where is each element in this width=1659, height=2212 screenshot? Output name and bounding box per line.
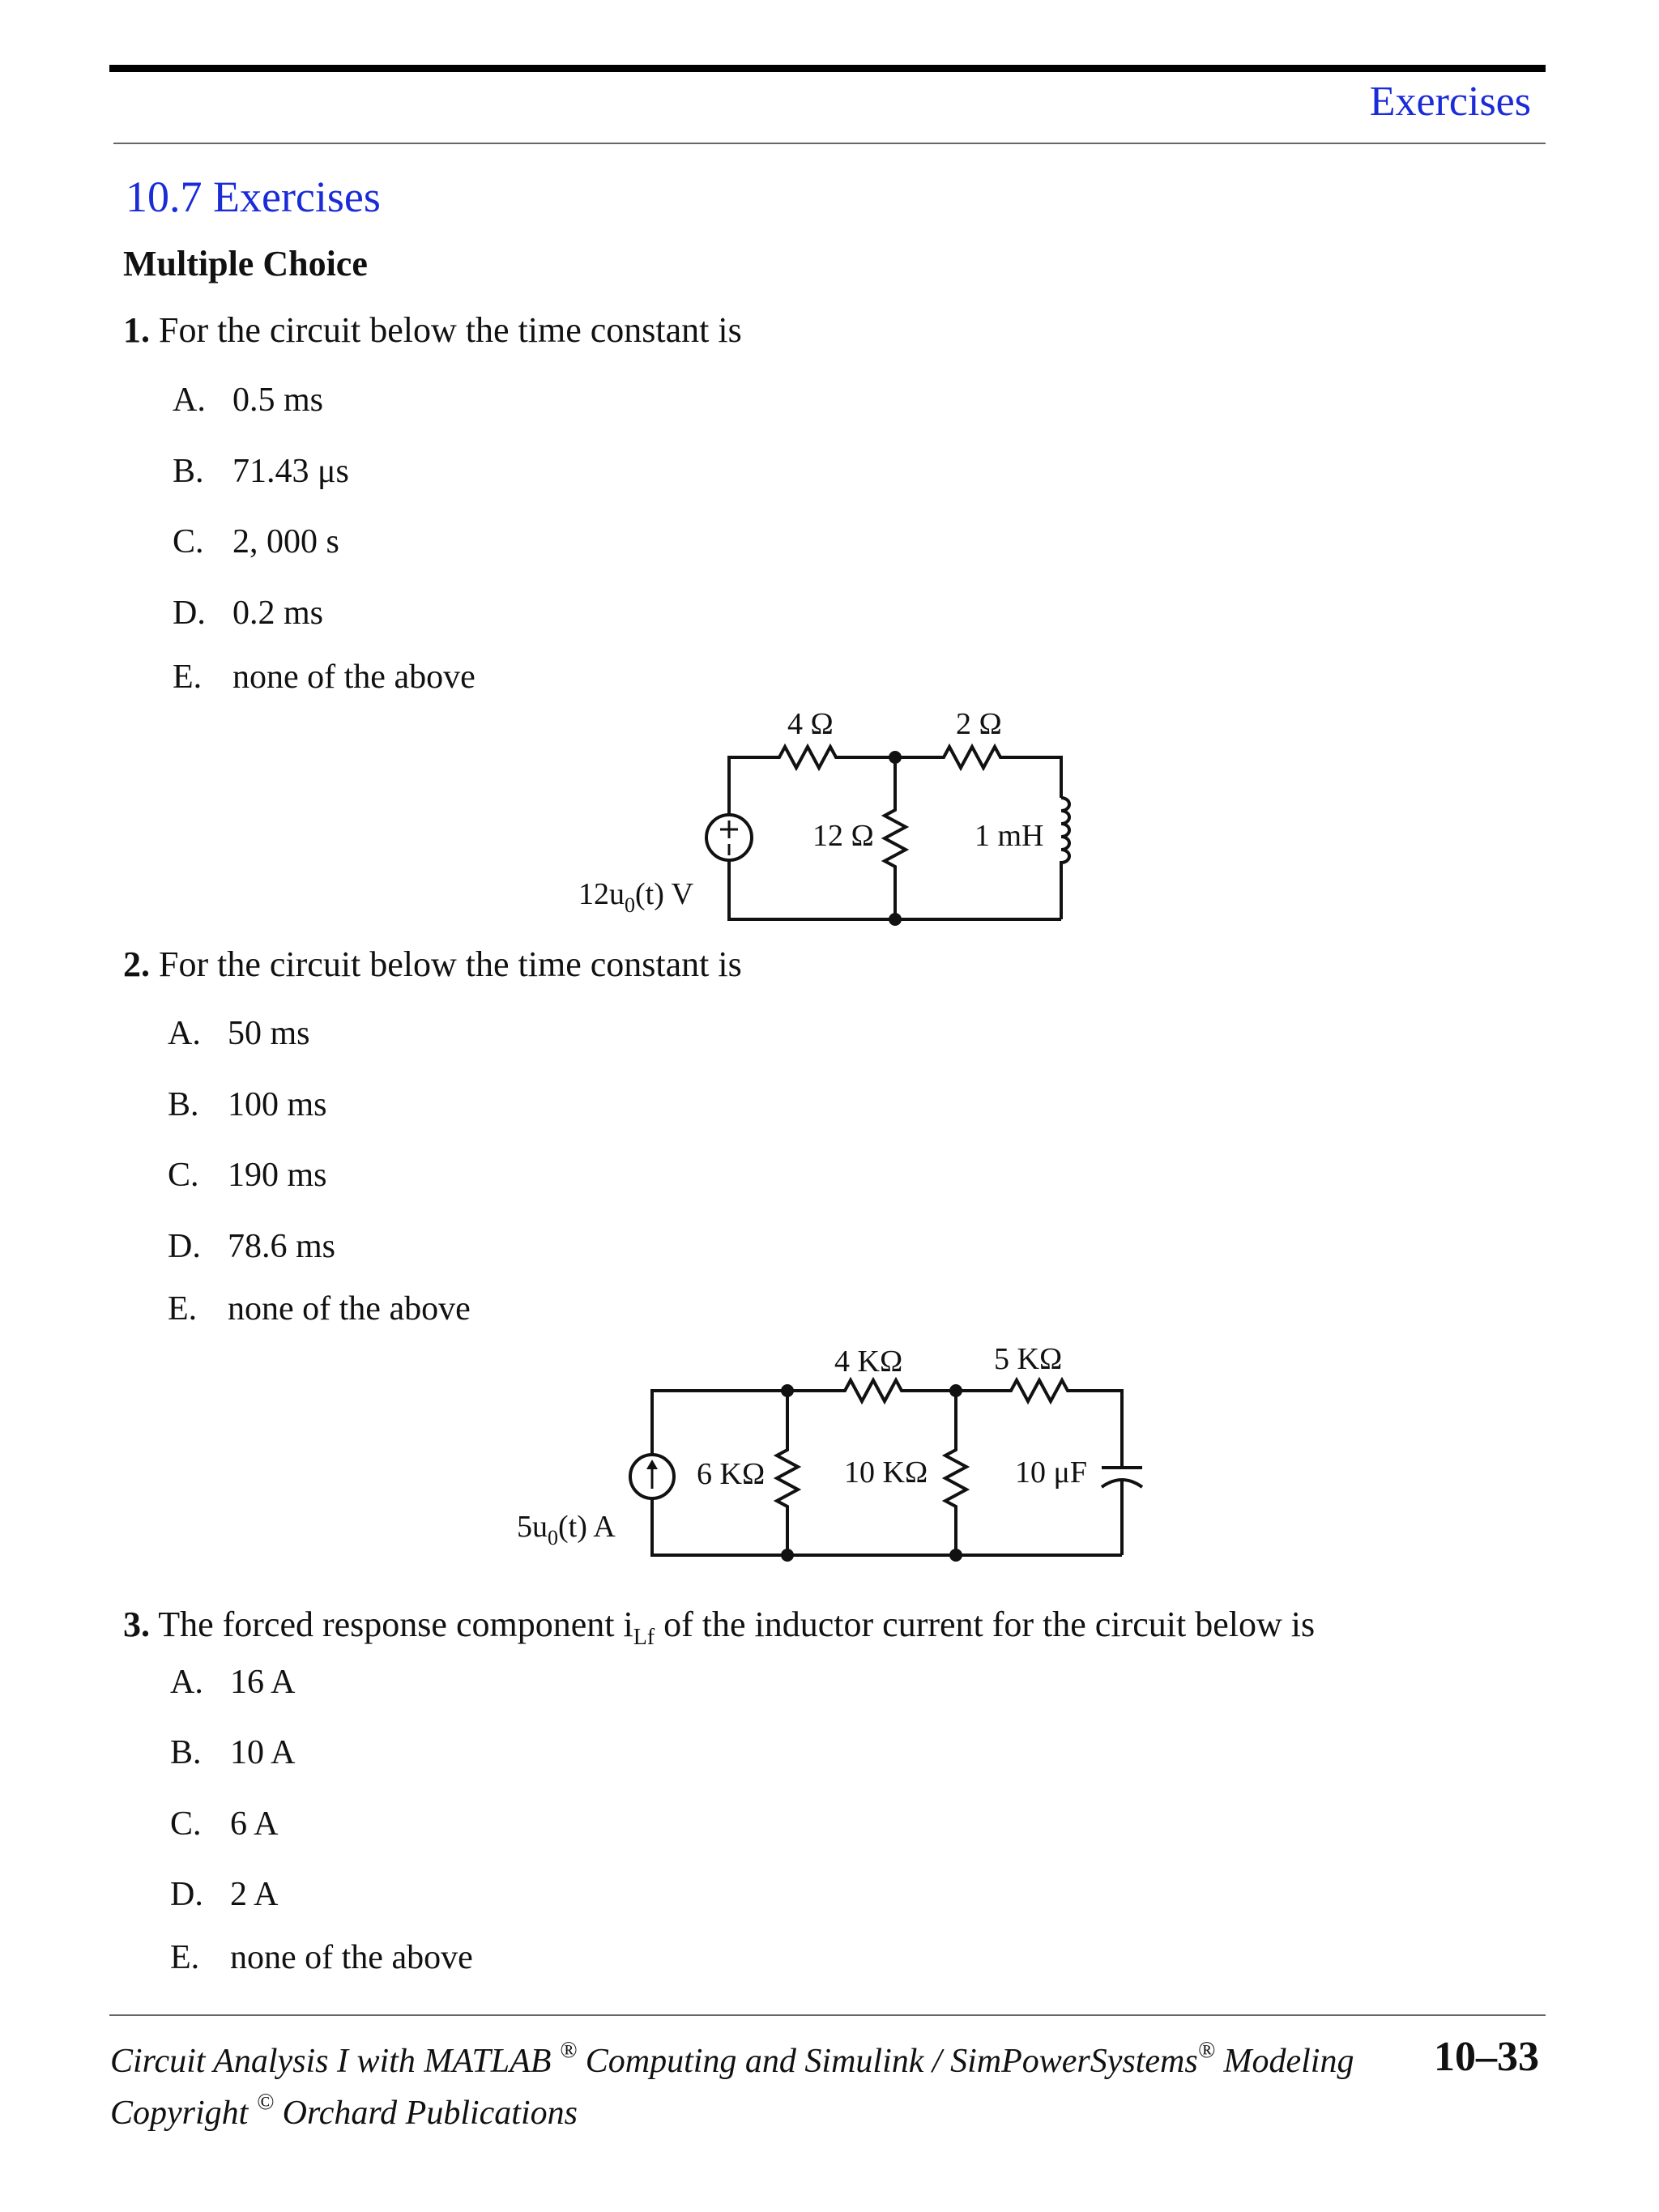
resistor-12ohm [885, 757, 906, 919]
label-source-1 [578, 877, 694, 917]
label-10k: 10 KΩ [844, 1455, 928, 1490]
resistor-6k [777, 1391, 798, 1555]
option-text: none of the above [230, 1939, 473, 1976]
option-label: A. [168, 1015, 201, 1052]
label-2ohm: 2 Ω [956, 707, 1002, 741]
option-label: A. [173, 381, 206, 419]
node [949, 1384, 962, 1397]
node [949, 1549, 962, 1562]
label-12ohm: 12 Ω [812, 819, 874, 853]
resistor-10k [945, 1391, 966, 1555]
label-4ohm: 4 Ω [787, 707, 834, 741]
question-number: 2. [123, 944, 150, 984]
question-text-tail: of the inductor current for the circuit below is [655, 1605, 1316, 1644]
source-tail: (t) A [558, 1510, 616, 1544]
copyright-text: Copyright [110, 2095, 257, 2132]
option-label: C. [173, 523, 204, 560]
option-label: C. [170, 1805, 202, 1843]
option-text: 6 A [230, 1805, 279, 1843]
option-label: D. [168, 1228, 201, 1265]
option-text: 2 A [230, 1876, 279, 1913]
option-text: 10 A [230, 1734, 296, 1771]
source-sub: 0 [548, 1526, 558, 1549]
footer-divider [109, 2014, 1546, 2016]
resistor-4ohm [766, 747, 895, 768]
section-subtitle: Multiple Choice [123, 244, 368, 283]
option-label: C. [168, 1157, 199, 1194]
running-header: Exercises [1369, 79, 1531, 125]
option-label: B. [173, 453, 204, 490]
source-main: 12u [578, 877, 625, 911]
registered-mark: ® [1197, 2038, 1215, 2063]
question-text: For the circuit below the time constant is [159, 944, 742, 984]
option-label: B. [170, 1734, 202, 1771]
question-number: 3. [123, 1605, 150, 1644]
option-label: A. [170, 1664, 203, 1701]
node [889, 913, 902, 926]
node [781, 1384, 794, 1397]
label-4k: 4 KΩ [834, 1345, 903, 1379]
resistor-5k [956, 1380, 1122, 1468]
footer-book-title [110, 2038, 1354, 2081]
circuit-1 [578, 707, 1069, 926]
option-text: 2, 000 s [232, 523, 339, 560]
resistor-2ohm [895, 747, 1061, 798]
section-title: 10.7 Exercises [126, 173, 381, 221]
option-label: D. [170, 1876, 203, 1913]
footer-title-part2: Computing and Simulink / SimPowerSystems [577, 2043, 1198, 2080]
source-main: 5u [517, 1510, 548, 1544]
option-label: E. [168, 1290, 198, 1328]
source-tail: (t) V [635, 877, 694, 911]
label-10uf: 10 μF [1015, 1455, 1088, 1490]
resistor-4k [787, 1380, 956, 1401]
page-number: 10–33 [1434, 2034, 1539, 2080]
option-label: E. [170, 1939, 200, 1976]
node [781, 1549, 794, 1562]
option-text: 0.2 ms [232, 595, 324, 632]
label-5k: 5 KΩ [994, 1342, 1063, 1376]
label-source-2 [517, 1510, 616, 1549]
option-text: 50 ms [228, 1015, 310, 1052]
inductor-1mh [1061, 798, 1069, 919]
option-text: 16 A [230, 1664, 296, 1701]
question-text: For the circuit below the time constant is [159, 310, 742, 350]
copyright-mark: © [256, 2090, 275, 2115]
option-text: 100 ms [228, 1086, 327, 1123]
option-text: 0.5 ms [232, 381, 324, 419]
circuit-2 [517, 1342, 1142, 1562]
option-label: B. [168, 1086, 199, 1123]
option-text: none of the above [232, 658, 476, 696]
source-sub: 0 [625, 893, 635, 917]
publisher-name: Orchard Publications [274, 2095, 578, 2132]
registered-mark: ® [559, 2038, 578, 2063]
question-text: The forced response component i [158, 1605, 633, 1644]
node [889, 751, 902, 764]
label-1mh: 1 mH [975, 819, 1044, 853]
footer-title-part3: Modeling [1215, 2043, 1354, 2080]
option-label: E. [173, 658, 203, 696]
option-text: 71.43 μs [232, 453, 349, 490]
question-subscript: Lf [633, 1625, 655, 1650]
question-number: 1. [123, 310, 150, 350]
footer-title-part1: Circuit Analysis I with MATLAB [110, 2043, 560, 2080]
option-text: 190 ms [228, 1157, 327, 1194]
option-label: D. [173, 595, 206, 632]
footer-copyright [110, 2090, 578, 2133]
option-text: 78.6 ms [228, 1228, 336, 1265]
label-6k: 6 KΩ [697, 1457, 766, 1491]
option-text: none of the above [228, 1290, 471, 1328]
